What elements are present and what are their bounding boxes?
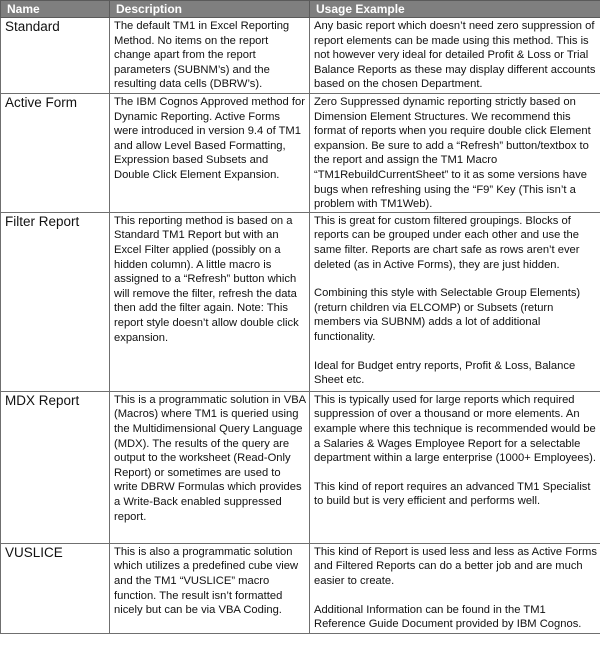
description-paragraph: The default TM1 in Excel Reporting Method. No items on the report change apart from the report parameters (SUBNM’s) and the resulting data cells (DBRW’s). bbox=[114, 20, 290, 91]
row-description bbox=[110, 18, 310, 94]
description-paragraph: This is a programmatic solution in VBA (Macros) where TM1 is queried using the Multidimensional Query Language (MDX). The results of the query are output to the worksheet (Read-Only Report) or sometimes are used to write DBRW Formulas which provides a Write-Back enabled suppressed report. bbox=[114, 393, 306, 523]
table-row bbox=[1, 18, 600, 94]
header-name: Name bbox=[1, 1, 110, 18]
description-paragraph: This reporting method is based on a Standard TM1 Report but with an Excel Filter applied (possibly on a hidden column). A little macro is assigned to a “Refresh” button which will remove the filter, refresh the data then add the filter again. Note: This report style doesn’t allow double click expansion. bbox=[114, 214, 299, 344]
row-usage bbox=[310, 543, 600, 633]
usage-paragraph: Ideal for Budget entry reports, Profit & Loss, Balance Sheet etc. bbox=[314, 359, 576, 387]
usage-paragraph: Zero Suppressed dynamic reporting strictly based on Dimension Element Structures. We recommend this format of reports when you require double click Element expansion. Be sure to add a “Refresh” button/textbox to the report and assign the TM1 Macro “TM1RebuildCurrentSheet” to it as some versions have bugs when refreshing using the “F9” Key (This isn’t a problem with TM1Web). bbox=[314, 96, 591, 211]
row-description bbox=[110, 212, 310, 391]
row-name: Filter Report bbox=[1, 212, 110, 391]
description-paragraph: The IBM Cognos Approved method for Dynamic Reporting. Active Forms were introduced in version 9.4 of TM1 and allow Level Based Formatting, Expression based Subsets and Double Click Element Expansion. bbox=[114, 96, 305, 181]
row-usage bbox=[310, 391, 600, 543]
table-row bbox=[1, 94, 600, 213]
row-usage bbox=[310, 212, 600, 391]
usage-paragraph: This is great for custom filtered groupings. Blocks of reports can be grouped under each other and use the same filter. Reports are chart safe as rows aren’t ever deleted (as in Active Forms), they are just hidden. bbox=[314, 214, 580, 271]
row-description bbox=[110, 391, 310, 543]
usage-paragraph: Combining this style with Selectable Group Elements) (return children via ELCOMP) or Subsets (return members via SUBNM) adds a lot of additional functionality. bbox=[314, 287, 581, 343]
table-row bbox=[1, 212, 600, 391]
usage-paragraph: This kind of Report is used less and less as Active Forms and Filtered Reports can do a better job and are much easier to create. bbox=[314, 545, 597, 587]
header-description: Description bbox=[110, 1, 310, 18]
table-row bbox=[1, 543, 600, 633]
row-name: VUSLICE bbox=[1, 543, 110, 633]
description-paragraph: This is also a programmatic solution which utilizes a predefined cube view and the TM1 “VUSLICE” macro function. The result isn’t formatted nicely but can be via VBA Coding. bbox=[114, 545, 299, 617]
usage-paragraph: Any basic report which doesn’t need zero suppression of report elements can be made using this method. This is not however very ideal for detailed Profit & Loss or Trial Balance Reports as these may display different accounts based on the chosen Department. bbox=[314, 20, 596, 91]
header-row bbox=[1, 1, 600, 18]
row-description bbox=[110, 94, 310, 213]
row-usage bbox=[310, 18, 600, 94]
usage-paragraph: Additional Information can be found in the TM1 Reference Guide Document provided by IBM Cognos. bbox=[314, 603, 582, 631]
usage-paragraph: This kind of report requires an advanced TM1 Specialist to build but is very efficient and performs well. bbox=[314, 480, 591, 508]
row-name: Standard bbox=[1, 18, 110, 94]
usage-paragraph: This is typically used for large reports which required suppression of over a thousand or more elements. An example where this technique is recommended would be a Salaries & Wages Employee Report for a selectable department within a large enterprise (1000+ Employees). bbox=[314, 393, 597, 465]
table-row bbox=[1, 391, 600, 543]
row-description bbox=[110, 543, 310, 633]
header-usage: Usage Example bbox=[310, 1, 600, 18]
row-usage bbox=[310, 94, 600, 213]
row-name: Active Form bbox=[1, 94, 110, 213]
row-name: MDX Report bbox=[1, 391, 110, 543]
